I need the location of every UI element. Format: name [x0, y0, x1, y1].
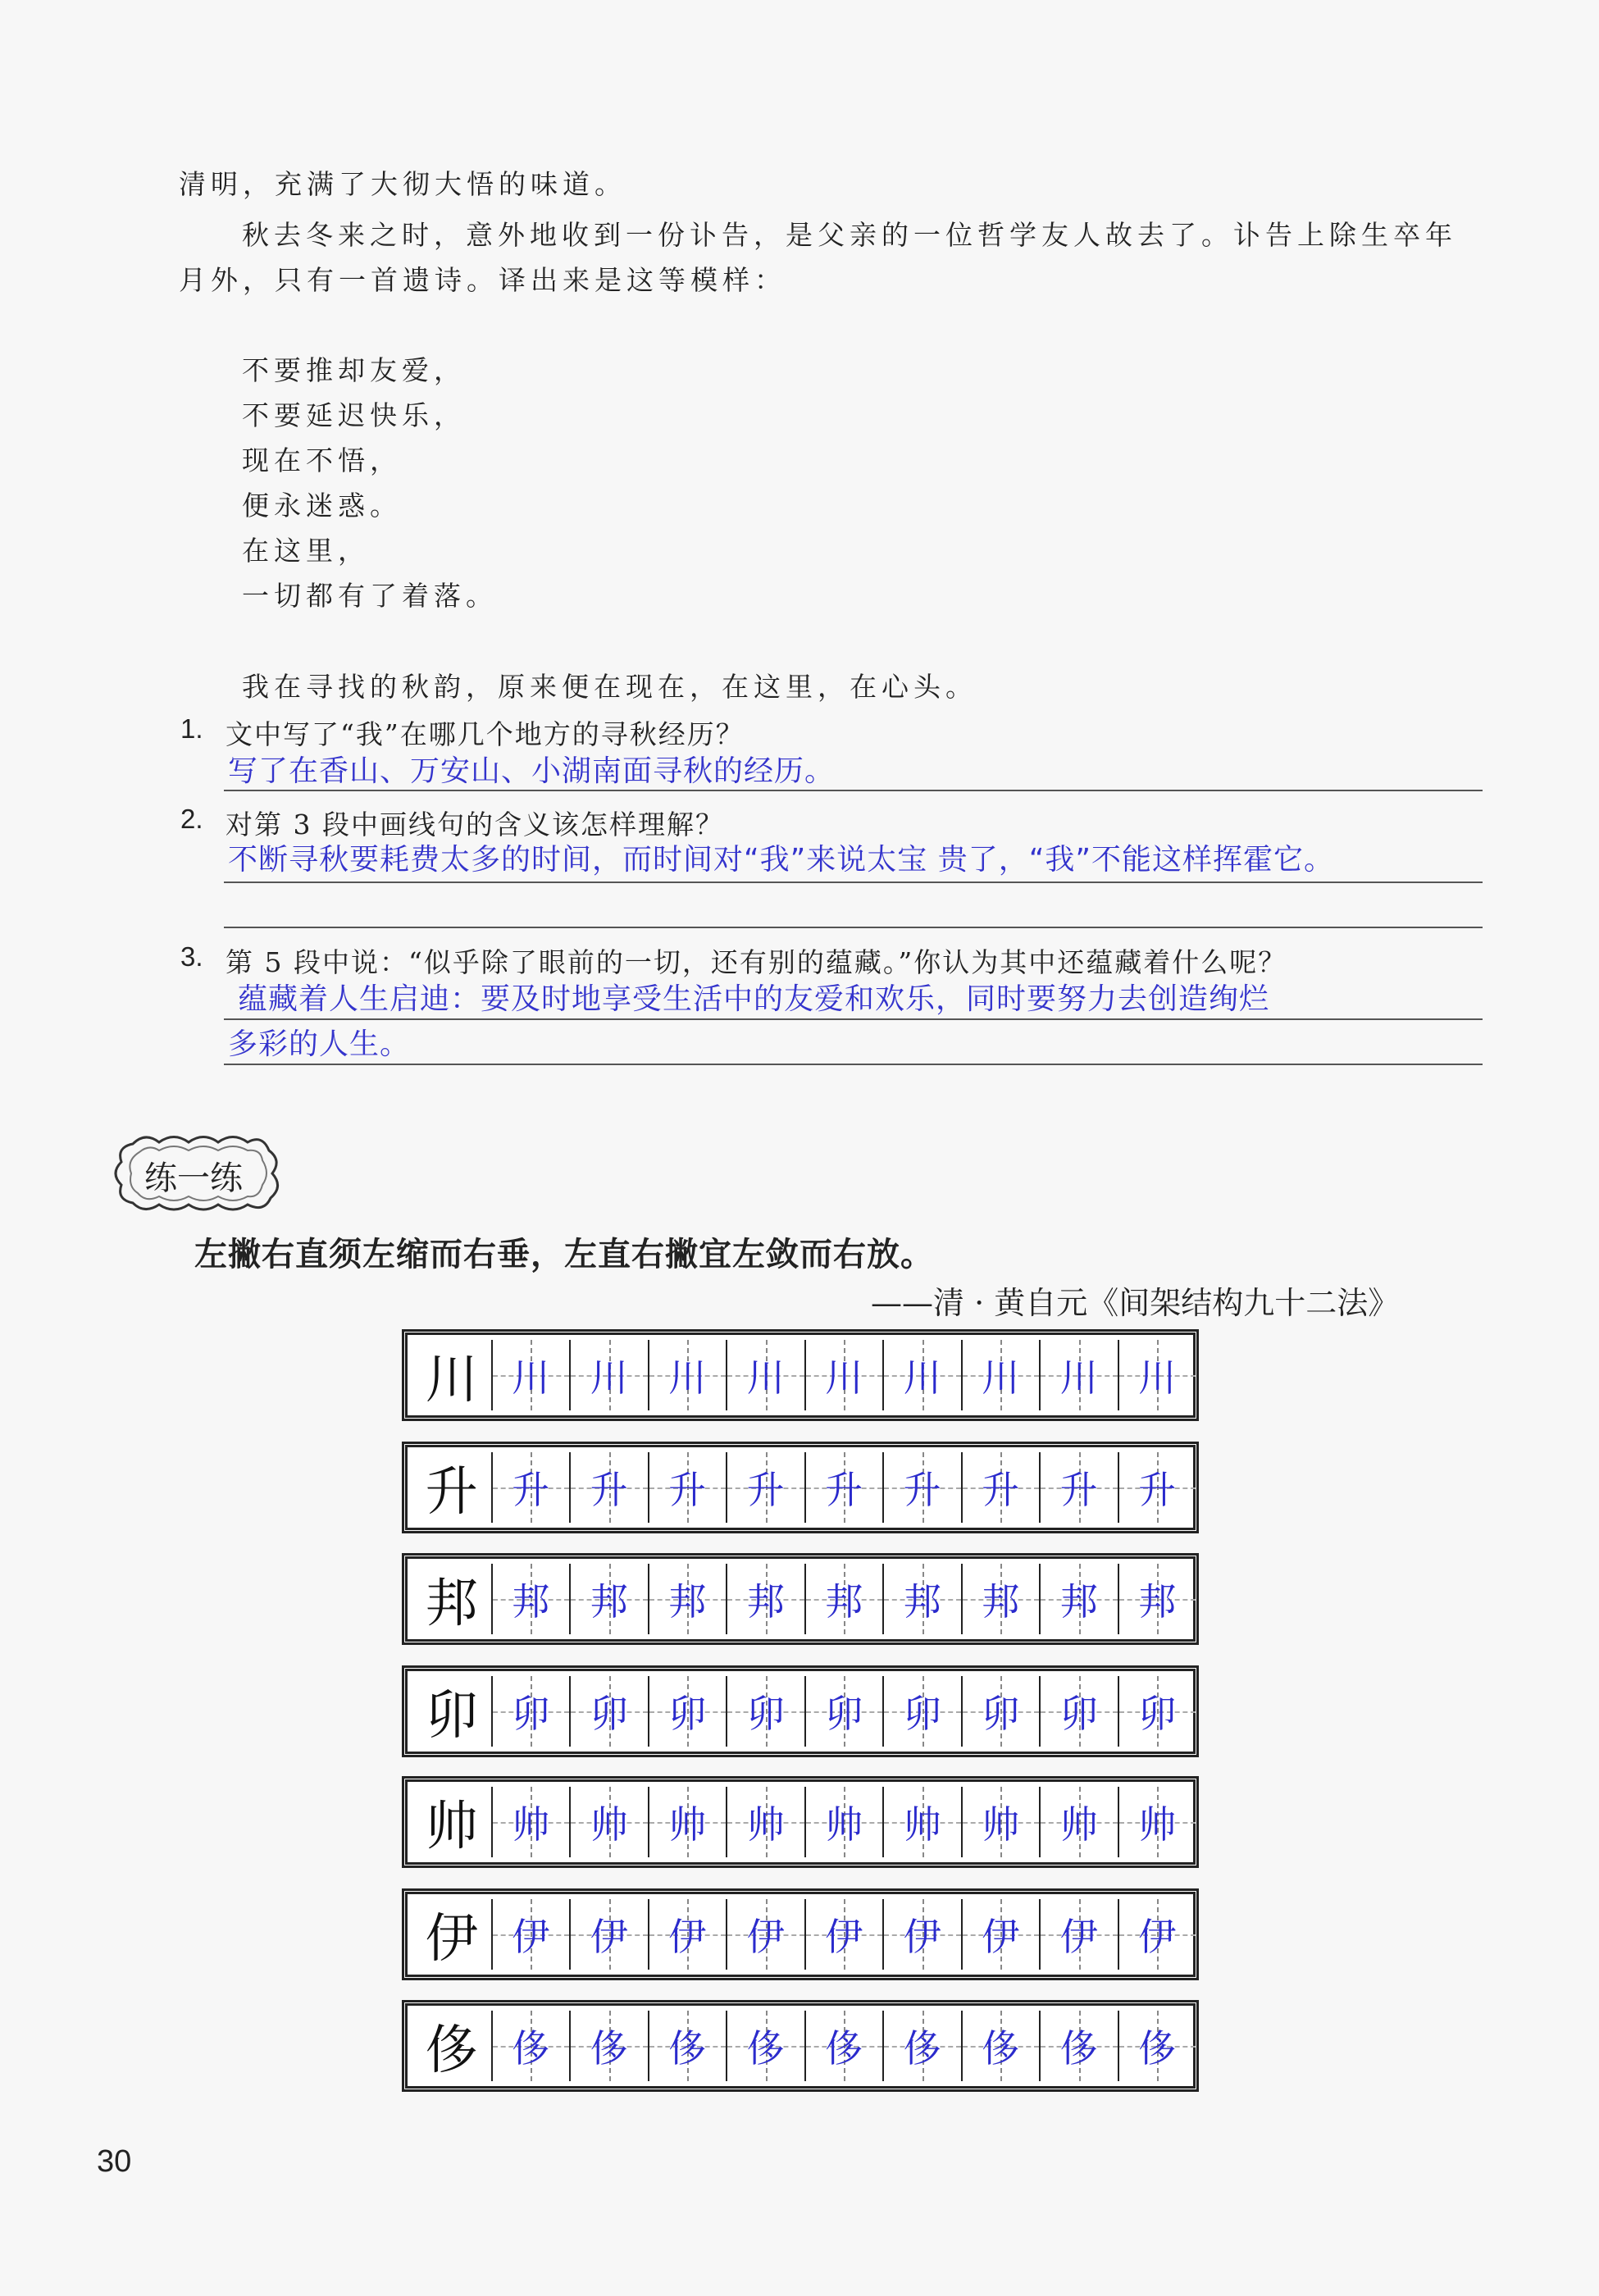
tracing-cell[interactable]	[648, 2011, 727, 2081]
tracing-cell[interactable]	[648, 1340, 727, 1410]
traced-character: 侈	[982, 2026, 1020, 2070]
model-character: 侈	[425, 2020, 478, 2081]
tracing-cell[interactable]	[882, 1452, 961, 1523]
tracing-cell[interactable]	[491, 1899, 570, 1970]
traced-character: 伊	[512, 1915, 550, 1959]
tracing-cell[interactable]	[804, 1676, 883, 1747]
traced-character: 卯	[668, 1692, 707, 1736]
traced-character: 邦	[1059, 1579, 1098, 1624]
traced-character: 邦	[903, 1579, 941, 1624]
poem-line: 不要延迟快乐，	[242, 399, 466, 431]
tracing-cell[interactable]	[1118, 1340, 1196, 1410]
traced-character: 川	[903, 1355, 941, 1400]
tracing-cell[interactable]	[491, 1564, 570, 1634]
model-character-cell	[412, 1787, 491, 1857]
tracing-cell[interactable]	[961, 1899, 1040, 1970]
answer-rule	[224, 882, 1483, 883]
tracing-cell[interactable]	[882, 1787, 961, 1857]
traced-character: 川	[512, 1355, 550, 1400]
tracing-cell[interactable]	[1039, 1564, 1118, 1634]
tracing-cell[interactable]	[648, 1564, 727, 1634]
tracing-cell[interactable]	[726, 1899, 804, 1970]
model-character: 邦	[425, 1574, 478, 1634]
traced-character: 升	[982, 1468, 1020, 1512]
tracing-cell[interactable]	[1118, 1787, 1196, 1857]
traced-character: 邦	[668, 1579, 707, 1624]
traced-character: 伊	[1059, 1915, 1098, 1959]
tracing-cell[interactable]	[882, 1340, 961, 1410]
question-text: 第 5 段中说：“似乎除了眼前的一切，还有别的蕴藏。”你认为其中还蕴藏着什么呢？	[226, 946, 1287, 978]
model-character: 川	[425, 1350, 478, 1410]
tracing-cell[interactable]	[961, 1340, 1040, 1410]
answer-rule	[224, 1018, 1483, 1020]
answer-rule	[224, 927, 1483, 928]
traced-character: 侈	[825, 2026, 863, 2070]
traced-character: 升	[590, 1468, 628, 1512]
answer-line[interactable]: 不断寻秋要耗费太多的时间，而时间对“我”来说太宝 贵了，“我”不能这样挥霍它。	[228, 843, 1335, 877]
traced-character: 升	[512, 1468, 550, 1512]
model-character-cell	[412, 1564, 491, 1634]
poem-line: 现在不悟，	[242, 444, 402, 476]
tracing-cell[interactable]	[726, 1452, 804, 1523]
traced-character: 伊	[825, 1915, 863, 1959]
tracing-cell[interactable]	[569, 1452, 648, 1523]
tracing-cell[interactable]	[1118, 1564, 1196, 1634]
traced-character: 卯	[1138, 1692, 1177, 1736]
tracing-cell[interactable]	[961, 2011, 1040, 2081]
passage-line-2: 秋去冬来之时，意外地收到一份讣告，是父亲的一位哲学友人故去了。讣告上除生卒年	[242, 219, 1457, 251]
traced-character: 川	[825, 1355, 863, 1400]
poem-line: 便永迷惑。	[242, 490, 402, 522]
passage-closing: 我在寻找的秋韵，原来便在现在，在这里，在心头。	[242, 671, 977, 703]
traced-character: 侈	[512, 2026, 550, 2070]
practice-row	[405, 1779, 1196, 1865]
quote-attribution: ——清 · 黄自元《间架结构九十二法》	[871, 1285, 1400, 1321]
tracing-cell[interactable]	[569, 1899, 648, 1970]
traced-character: 卯	[825, 1692, 863, 1736]
practice-row	[405, 1892, 1196, 1977]
traced-character: 帅	[825, 1802, 863, 1847]
traced-character: 伊	[590, 1915, 628, 1959]
practice-row	[405, 1556, 1196, 1642]
tracing-cell[interactable]	[726, 1787, 804, 1857]
tracing-cell[interactable]	[1039, 1787, 1118, 1857]
answer-rule	[224, 790, 1483, 791]
model-character: 帅	[425, 1797, 478, 1857]
traced-character: 川	[1138, 1355, 1177, 1400]
tracing-cell[interactable]	[961, 1787, 1040, 1857]
tracing-cell[interactable]	[569, 1676, 648, 1747]
tracing-cell[interactable]	[648, 1899, 727, 1970]
model-character: 卯	[425, 1686, 478, 1747]
tracing-cell[interactable]	[1039, 2011, 1118, 2081]
tracing-cell[interactable]	[804, 1899, 883, 1970]
passage-line-3: 月外，只有一首遗诗。译出来是这等模样：	[179, 264, 786, 296]
practice-label: 练一练	[144, 1159, 243, 1197]
tracing-cell[interactable]	[1118, 1452, 1196, 1523]
tracing-cell[interactable]	[726, 1340, 804, 1410]
traced-character: 帅	[746, 1802, 785, 1847]
traced-character: 伊	[903, 1915, 941, 1959]
model-character-cell	[412, 1676, 491, 1747]
traced-character: 川	[668, 1355, 707, 1400]
tracing-cell[interactable]	[726, 2011, 804, 2081]
answer-line[interactable]: 蕴藏着人生启迪：要及时地享受生活中的友爱和欢乐，同时要努力去创造绚烂	[238, 982, 1270, 1016]
tracing-cell[interactable]	[804, 1787, 883, 1857]
poem-line: 一切都有了着落。	[242, 580, 498, 612]
tracing-cell[interactable]	[491, 1340, 570, 1410]
traced-character: 升	[668, 1468, 707, 1512]
traced-character: 伊	[668, 1915, 707, 1959]
tracing-cell[interactable]	[804, 1452, 883, 1523]
traced-character: 卯	[982, 1692, 1020, 1736]
tracing-cell[interactable]	[1039, 1452, 1118, 1523]
question-number: 1.	[180, 713, 203, 744]
tracing-cell[interactable]	[804, 1564, 883, 1634]
tracing-cell[interactable]	[648, 1452, 727, 1523]
traced-character: 升	[1059, 1468, 1098, 1512]
practice-row	[405, 1332, 1196, 1418]
practice-row	[405, 1669, 1196, 1754]
model-character: 伊	[425, 1909, 478, 1970]
traced-character: 邦	[590, 1579, 628, 1624]
traced-character: 侈	[903, 2026, 941, 2070]
practice-quote: 左撇右直须左缩而右垂，左直右撇宜左敛而右放。	[194, 1236, 934, 1273]
tracing-cell[interactable]	[491, 2011, 570, 2081]
page-number: 30	[97, 2144, 132, 2179]
traced-character: 川	[590, 1355, 628, 1400]
traced-character: 升	[746, 1468, 785, 1512]
tracing-cell[interactable]	[569, 2011, 648, 2081]
model-character-cell	[412, 1899, 491, 1970]
tracing-cell[interactable]	[648, 1676, 727, 1747]
traced-character: 卯	[746, 1692, 785, 1736]
traced-character: 侈	[1138, 2026, 1177, 2070]
model-character: 升	[425, 1462, 478, 1523]
traced-character: 邦	[825, 1579, 863, 1624]
tracing-cell[interactable]	[1118, 2011, 1196, 2081]
traced-character: 帅	[668, 1802, 707, 1847]
question-number: 3.	[180, 941, 203, 972]
question-text: 对第 3 段中画线句的含义该怎样理解？	[226, 809, 724, 840]
traced-character: 帅	[903, 1802, 941, 1847]
answer-line[interactable]: 写了在香山、万安山、小湖南面寻秋的经历。	[228, 754, 836, 788]
passage-line-1: 清明，充满了大彻大悟的味道。	[179, 168, 626, 200]
traced-character: 侈	[590, 2026, 628, 2070]
tracing-cell[interactable]	[569, 1787, 648, 1857]
traced-character: 帅	[1138, 1802, 1177, 1847]
traced-character: 川	[746, 1355, 785, 1400]
tracing-cell[interactable]	[1039, 1676, 1118, 1747]
tracing-cell[interactable]	[491, 1676, 570, 1747]
traced-character: 帅	[1059, 1802, 1098, 1847]
traced-character: 伊	[982, 1915, 1020, 1959]
practice-row	[405, 2003, 1196, 2089]
traced-character: 升	[1138, 1468, 1177, 1512]
traced-character: 卯	[512, 1692, 550, 1736]
tracing-cell[interactable]	[882, 1899, 961, 1970]
tracing-cell[interactable]	[1118, 1899, 1196, 1970]
traced-character: 侈	[746, 2026, 785, 2070]
traced-character: 邦	[746, 1579, 785, 1624]
tracing-cell[interactable]	[569, 1340, 648, 1410]
traced-character: 伊	[1138, 1915, 1177, 1959]
traced-character: 卯	[1059, 1692, 1098, 1736]
tracing-cell[interactable]	[882, 2011, 961, 2081]
tracing-cell[interactable]	[726, 1676, 804, 1747]
traced-character: 帅	[982, 1802, 1020, 1847]
tracing-cell[interactable]	[1039, 1340, 1118, 1410]
traced-character: 川	[1059, 1355, 1098, 1400]
practice-row	[405, 1445, 1196, 1530]
traced-character: 川	[982, 1355, 1020, 1400]
model-character-cell	[412, 1340, 491, 1410]
traced-character: 邦	[982, 1579, 1020, 1624]
traced-character: 升	[825, 1468, 863, 1512]
answer-rule	[224, 1064, 1483, 1065]
tracing-cell[interactable]	[804, 1340, 883, 1410]
tracing-cell[interactable]	[726, 1564, 804, 1634]
tracing-cell[interactable]	[491, 1452, 570, 1523]
model-character-cell	[412, 1452, 491, 1523]
traced-character: 卯	[903, 1692, 941, 1736]
tracing-cell[interactable]	[961, 1564, 1040, 1634]
answer-line[interactable]: 多彩的人生。	[228, 1027, 411, 1061]
tracing-cell[interactable]	[961, 1676, 1040, 1747]
question-text: 文中写了“我”在哪几个地方的寻秋经历？	[226, 718, 745, 750]
poem-line: 在这里，	[242, 535, 370, 567]
tracing-cell[interactable]	[882, 1676, 961, 1747]
traced-character: 帅	[512, 1802, 550, 1847]
poem-line: 不要推却友爱，	[242, 354, 466, 386]
traced-character: 帅	[590, 1802, 628, 1847]
traced-character: 伊	[746, 1915, 785, 1959]
tracing-cell[interactable]	[882, 1564, 961, 1634]
tracing-cell[interactable]	[648, 1787, 727, 1857]
tracing-cell[interactable]	[1039, 1899, 1118, 1970]
traced-character: 邦	[512, 1579, 550, 1624]
model-character-cell	[412, 2011, 491, 2081]
traced-character: 侈	[668, 2026, 707, 2070]
traced-character: 卯	[590, 1692, 628, 1736]
traced-character: 侈	[1059, 2026, 1098, 2070]
tracing-cell[interactable]	[1118, 1676, 1196, 1747]
question-number: 2.	[180, 804, 203, 834]
traced-character: 升	[903, 1468, 941, 1512]
traced-character: 邦	[1138, 1579, 1177, 1624]
tracing-cell[interactable]	[961, 1452, 1040, 1523]
practice-badge	[108, 1128, 287, 1218]
tracing-cell[interactable]	[491, 1787, 570, 1857]
tracing-cell[interactable]	[569, 1564, 648, 1634]
tracing-cell[interactable]	[804, 2011, 883, 2081]
